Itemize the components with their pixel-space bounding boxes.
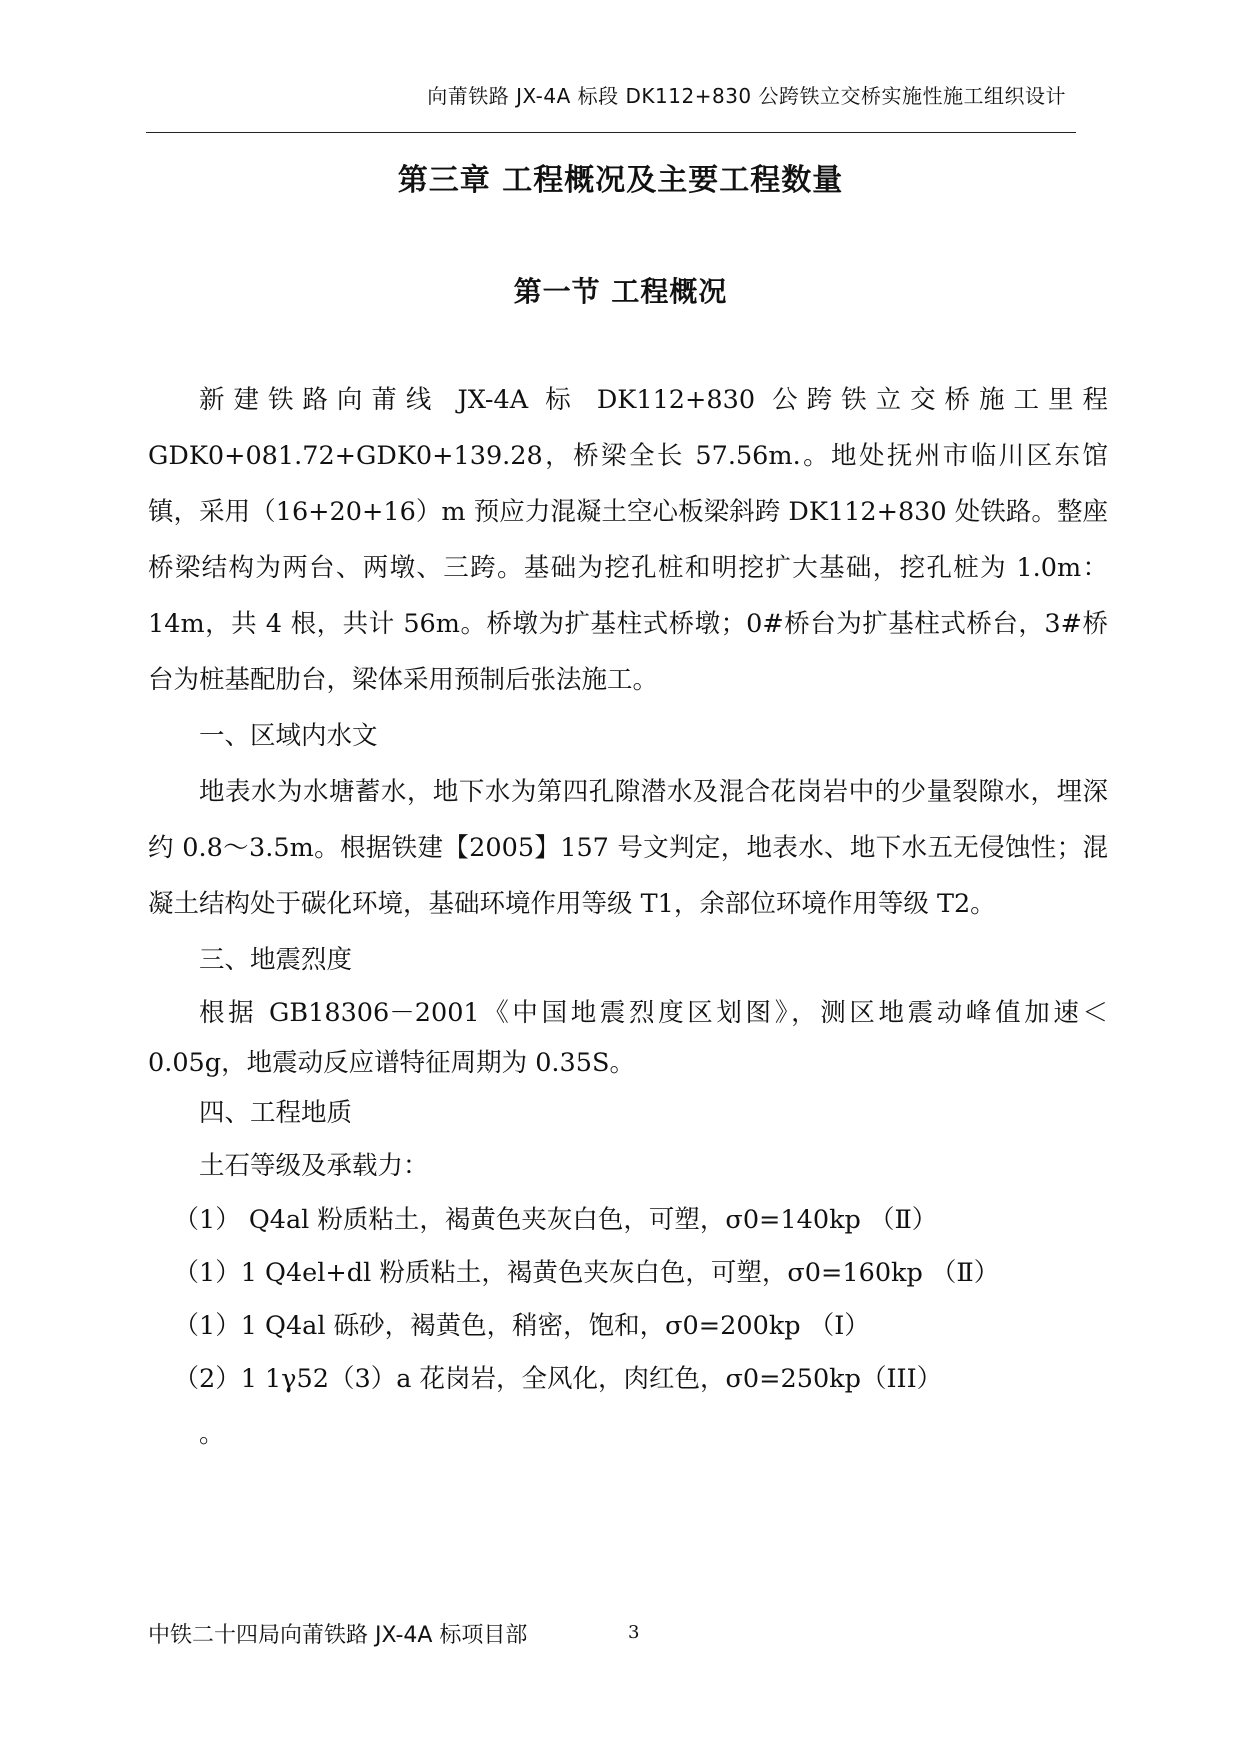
geology-heading: 四、工程地质 [199, 1098, 353, 1128]
running-header: 向莆铁路 JX-4A 标段 DK112+830 公跨铁立交桥实施性施工组织设计 [427, 84, 1066, 108]
chapter-title: 第三章 工程概况及主要工程数量 [397, 163, 844, 198]
seismic-paragraph: 根据 GB18306－2001《中国地震烈度区划图》，测区地震动峰值加速＜0.05g，地震动反应谱特征周期为 0.35S。 [148, 998, 1108, 1078]
soil-item: （1）1 Q4al 砾砂，褐黄色，稍密，饱和，σ0=200kp （Ⅰ） [173, 1311, 870, 1341]
soil-item: （1） Q4al 粉质粘土，褐黄色夹灰白色，可塑，σ0=140kp （Ⅱ） [173, 1205, 938, 1235]
hydrology-heading: 一、区域内水文 [199, 721, 378, 751]
document-body [148, 372, 1108, 1462]
seismic-heading: 三、地震烈度 [199, 945, 353, 975]
footer-project-dept: 中铁二十四局向莆铁路 JX-4A 标项目部 [148, 1623, 528, 1648]
soil-heading: 土石等级及承载力： [199, 1151, 429, 1181]
soil-item: （1）1 Q4el+dl 粉质粘土，褐黄色夹灰白色，可塑，σ0=160kp （Ⅱ） [173, 1258, 1000, 1288]
trailing-mark: 。 [199, 1419, 225, 1449]
page-number: 3 [628, 1622, 640, 1643]
overview-paragraph: 新建铁路向莆线 JX-4A 标 DK112+830 公跨铁立交桥施工里程 GDK0+081.72+GDK0+139.28，桥梁全长 57.56m.。地处抚州市临川区东馆镇，采用（16+20+16）m 预应力混凝土空心板梁斜跨 DK112+830 处铁路。整座桥梁结构为两台、两墩、三跨。基础为挖孔桩和明挖扩大基础，挖孔桩为 1.0m：14m，共 4 根，共计 56m。桥墩为扩基柱式桥墩；0#桥台为扩基柱式桥台，3#桥台为桩基配肋台，梁体采用预制后张法施工。 [148, 385, 1108, 695]
soil-item: （2）1 1γ52（3）a 花岗岩，全风化，肉红色，σ0=250kp（III） [173, 1364, 943, 1394]
section-title: 第一节 工程概况 [513, 275, 728, 308]
header-divider [146, 132, 1076, 133]
hydrology-paragraph: 地表水为水塘蓄水，地下水为第四孔隙潜水及混合花岗岩中的少量裂隙水，埋深约 0.8～3.5m。根据铁建【2005】157 号文判定，地表水、地下水五无侵蚀性；混凝土结构处于碳化环境，基础环境作用等级 T1，余部位环境作用等级 T2。 [148, 777, 1108, 919]
